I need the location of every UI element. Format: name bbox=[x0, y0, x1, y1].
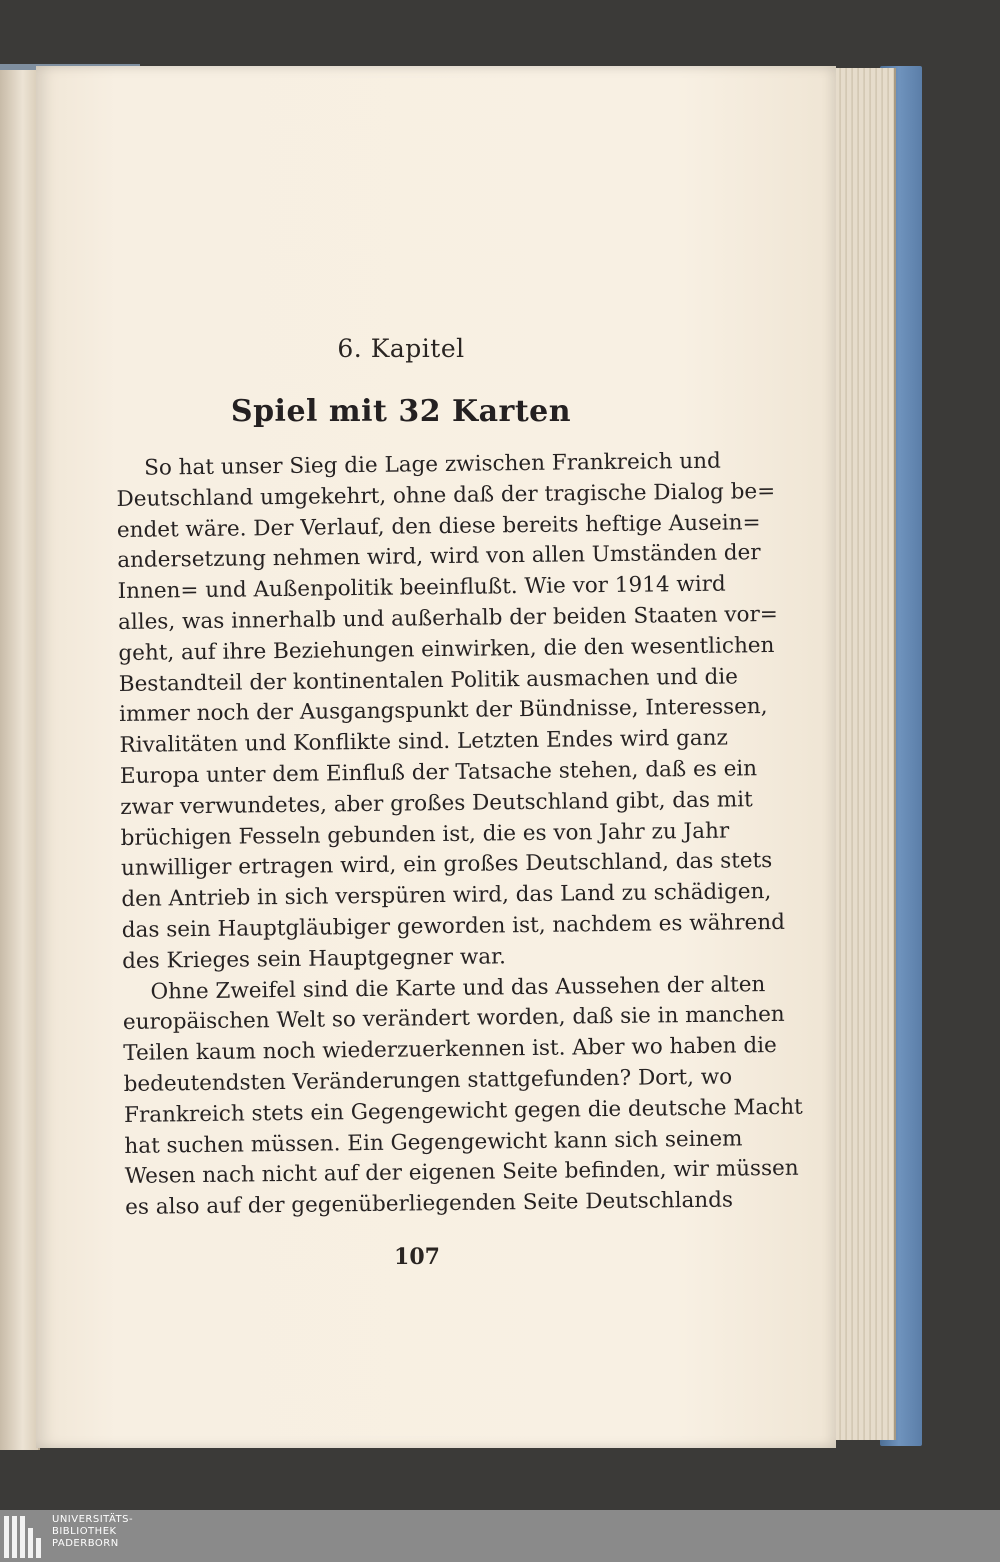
library-logo-icon bbox=[4, 1516, 44, 1558]
library-name-line: BIBLIOTHEK bbox=[52, 1526, 117, 1537]
page-number: 107 bbox=[394, 1244, 440, 1270]
text-line: zwar verwundetes, aber großes Deutschland gibt, das mit bbox=[120, 787, 753, 820]
text-line: das sein Hauptgläubiger geworden ist, nachdem es während bbox=[121, 909, 786, 943]
text-line: Ohne Zweifel sind die Karte und das Aussehen der alten bbox=[150, 971, 766, 1005]
library-name-line: PADERBORN bbox=[52, 1538, 119, 1549]
text-line: unwilliger ertragen wird, ein großes Deutschland, das stets bbox=[120, 848, 773, 882]
text-line: des Krieges sein Hauptgegner war. bbox=[122, 944, 507, 974]
text-line: immer noch der Ausgangspunkt der Bündnisse, Interessen, bbox=[119, 694, 768, 728]
library-footer bbox=[0, 1510, 1000, 1562]
text-line: Bestandteil der kontinentalen Politik ausmachen und die bbox=[118, 663, 739, 697]
text-line: geht, auf ihre Beziehungen einwirken, die den wesentlichen bbox=[118, 632, 775, 666]
text-line: andersetzung nehmen wird, wird von allen Umständen der bbox=[117, 540, 761, 574]
text-line: bedeutendsten Veränderungen stattgefunden? Dort, wo bbox=[123, 1064, 733, 1097]
text-line: es also auf der gegenüberliegenden Seite Deutschlands bbox=[125, 1187, 734, 1221]
text-line: den Antrieb in sich verspüren wird, das Land zu schädigen, bbox=[121, 879, 772, 913]
text-line: europäischen Welt so verändert worden, daß sie in manchen bbox=[122, 1002, 785, 1036]
text-line: Deutschland umgekehrt, ohne daß der tragische Dialog be= bbox=[116, 478, 776, 512]
left-page-edge bbox=[0, 70, 40, 1450]
text-line: Teilen kaum noch wiederzuerkennen ist. Aber wo haben die bbox=[123, 1033, 777, 1067]
chapter-title: Spiel mit 32 Karten bbox=[230, 394, 572, 429]
library-name-line: UNIVERSITÄTS- bbox=[52, 1514, 134, 1525]
text-line: alles, was innerhalb und außerhalb der beiden Staaten vor= bbox=[117, 601, 778, 635]
chapter-label: 6. Kapitel bbox=[337, 334, 465, 363]
text-line: Europa unter dem Einfluß der Tatsache stehen, daß es ein bbox=[119, 756, 758, 789]
text-line: So hat unser Sieg die Lage zwischen Frankreich und bbox=[144, 448, 721, 481]
text-line: hat suchen müssen. Ein Gegengewicht kann sich seinem bbox=[124, 1125, 743, 1159]
body-text bbox=[116, 447, 803, 1224]
text-line: brüchigen Fesseln gebunden ist, die es von Jahr zu Jahr bbox=[120, 818, 730, 851]
page-stack-edge bbox=[830, 68, 896, 1440]
text-line: Innen= und Außenpolitik beeinflußt. Wie vor 1914 wird bbox=[117, 571, 726, 605]
library-name bbox=[52, 1514, 133, 1550]
text-line: Wesen nach nicht auf der eigenen Seite befinden, wir müssen bbox=[124, 1156, 799, 1190]
text-line: endet wäre. Der Verlauf, den diese bereits heftige Ausein= bbox=[116, 509, 761, 543]
text-line: Rivalitäten und Konflikte sind. Letzten Endes wird ganz bbox=[119, 725, 728, 759]
text-line: Frankreich stets ein Gegengewicht gegen die deutsche Macht bbox=[123, 1094, 803, 1128]
book-page bbox=[36, 66, 836, 1448]
